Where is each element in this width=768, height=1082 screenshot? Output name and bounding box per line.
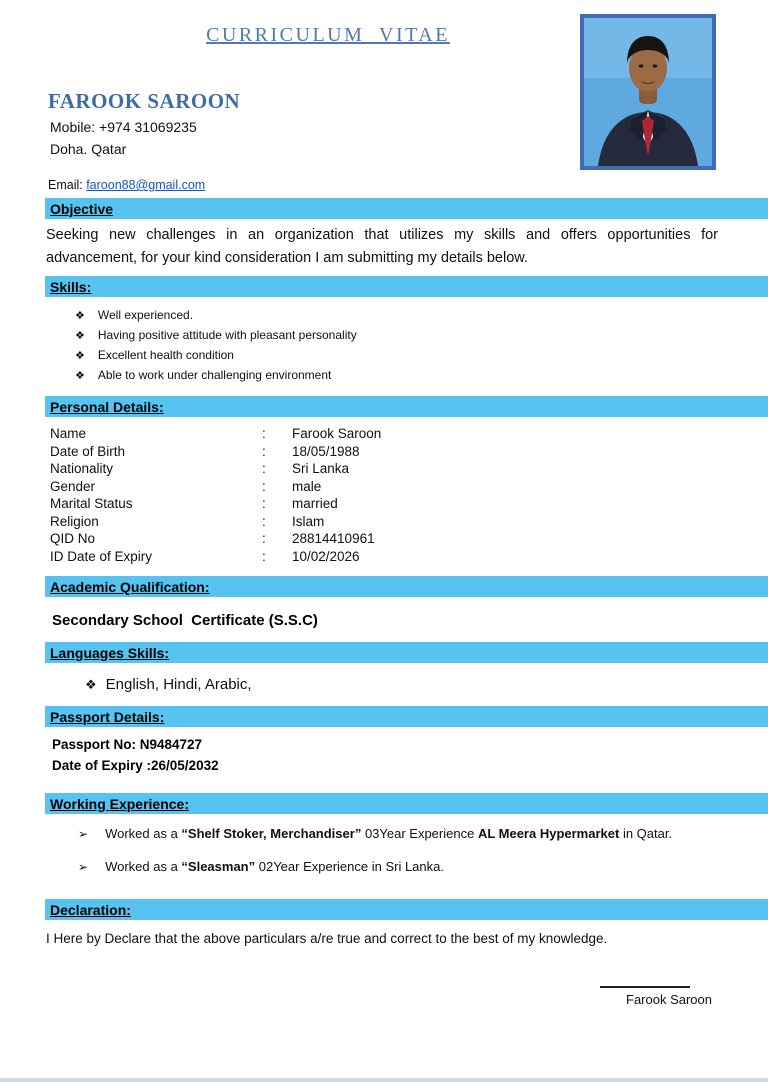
field-value: married [292,496,338,511]
languages-line [85,676,768,693]
section-objective-header [45,198,768,219]
academic-heading: Academic Qualification: [50,578,210,595]
candidate-name: FAROOK SAROON [48,89,241,113]
skill-text: Excellent health condition [97,348,234,362]
arrow-bullet-icon: ➢ [78,827,89,841]
field-label: Nationality [50,461,114,476]
field-separator: : [262,548,266,564]
table-row [50,548,768,566]
experience-text: Worked as a “Sleasman” 02Year Experience in Sri Lanka. [105,859,444,874]
field-value: Farook Saroon [292,426,382,441]
field-value: 10/02/2026 [292,548,360,564]
experience-item [78,858,768,876]
declaration-heading: Declaration: [50,901,131,918]
portrait-photo [584,18,712,166]
location-line: Doha. Qatar [50,141,127,157]
field-label: ID Date of Expiry [50,548,153,564]
section-experience-header [45,793,768,814]
languages-heading: Languages Skills: [50,644,170,661]
field-value: 28814410961 [292,531,375,546]
academic-text: Secondary School Certificate (S.S.C) [52,612,318,629]
section-academic-header [45,576,768,597]
section-passport-header [45,706,768,727]
field-value: 18/05/1988 [292,443,360,459]
skills-heading: Skills: [50,278,92,295]
field-label: Gender [50,478,96,494]
section-personal-header [45,396,768,417]
skill-text: Well experienced. [97,308,194,322]
field-separator: : [262,513,266,529]
skill-item [75,366,768,386]
email-label: Email: [48,178,87,192]
skill-item [75,306,768,326]
field-value: male [292,478,322,494]
section-skills-header [45,276,768,297]
skill-text: Having positive attitude with pleasant personality [97,328,357,342]
field-label: Date of Birth [50,443,126,459]
table-row [50,478,768,496]
experience-list [78,825,768,876]
objective-text: Seeking new challenges in an organization that utilizes my skills and offers opportunities for advancement, for your kind consideration I am submitting my details below. [46,227,718,266]
diamond-bullet-icon: ❖ [75,330,85,342]
section-languages-header [45,642,768,663]
diamond-bullet-icon: ❖ [75,350,85,362]
languages-text: English, Hindi, Arabic, [105,676,252,693]
skill-item [75,326,768,346]
field-label: Marital Status [50,496,133,511]
field-value: Sri Lanka [292,461,350,476]
passport-heading: Passport Details: [50,708,165,725]
signature-name: Farook Saroon [626,992,712,1007]
diamond-bullet-icon: ❖ [75,310,85,322]
section-declaration-header [45,899,768,920]
field-separator: : [262,443,266,459]
table-row [50,530,768,548]
skills-list [75,306,768,386]
signature-block [600,986,712,1007]
page-title: CURRICULUM VITAE [206,24,450,46]
field-label: QID No [50,531,96,546]
table-row [50,513,768,531]
diamond-bullet-icon: ❖ [85,677,97,692]
declaration-text: I Here by Declare that the above particulars a/re true and correct to the best of my knowledge. [46,931,608,946]
field-separator: : [262,496,266,511]
email-link[interactable]: faroon88@gmail.com [86,178,206,192]
email-line [48,178,768,192]
experience-heading: Working Experience: [50,795,190,812]
passport-expiry: Date of Expiry :26/05/2032 [52,758,219,773]
page-edge-divider [0,1078,768,1082]
mobile-line: Mobile: +974 31069235 [50,119,197,135]
arrow-bullet-icon: ➢ [78,860,89,874]
table-row [50,443,768,461]
field-separator: : [262,531,266,546]
skill-text: Able to work under challenging environment [97,368,332,382]
signature-line [600,986,690,988]
field-separator: : [262,478,266,494]
skill-item [75,346,768,366]
passport-number: Passport No: N9484727 [52,737,203,752]
field-label: Name [50,426,87,441]
personal-heading: Personal Details: [50,398,164,415]
experience-item [78,825,768,843]
table-row [50,425,768,443]
table-row [50,495,768,513]
field-label: Religion [50,513,99,529]
personal-details-table [50,425,768,565]
objective-heading: Objective [50,200,114,217]
diamond-bullet-icon: ❖ [75,370,85,382]
field-separator: : [262,426,266,441]
table-row [50,460,768,478]
field-separator: : [262,461,266,476]
photo-frame [580,14,716,170]
passport-block [52,734,768,776]
experience-text: Worked as a “Shelf Stoker, Merchandiser” 03Year Experience AL Meera Hypermarket in Qatar. [105,826,673,841]
field-value: Islam [292,513,325,529]
